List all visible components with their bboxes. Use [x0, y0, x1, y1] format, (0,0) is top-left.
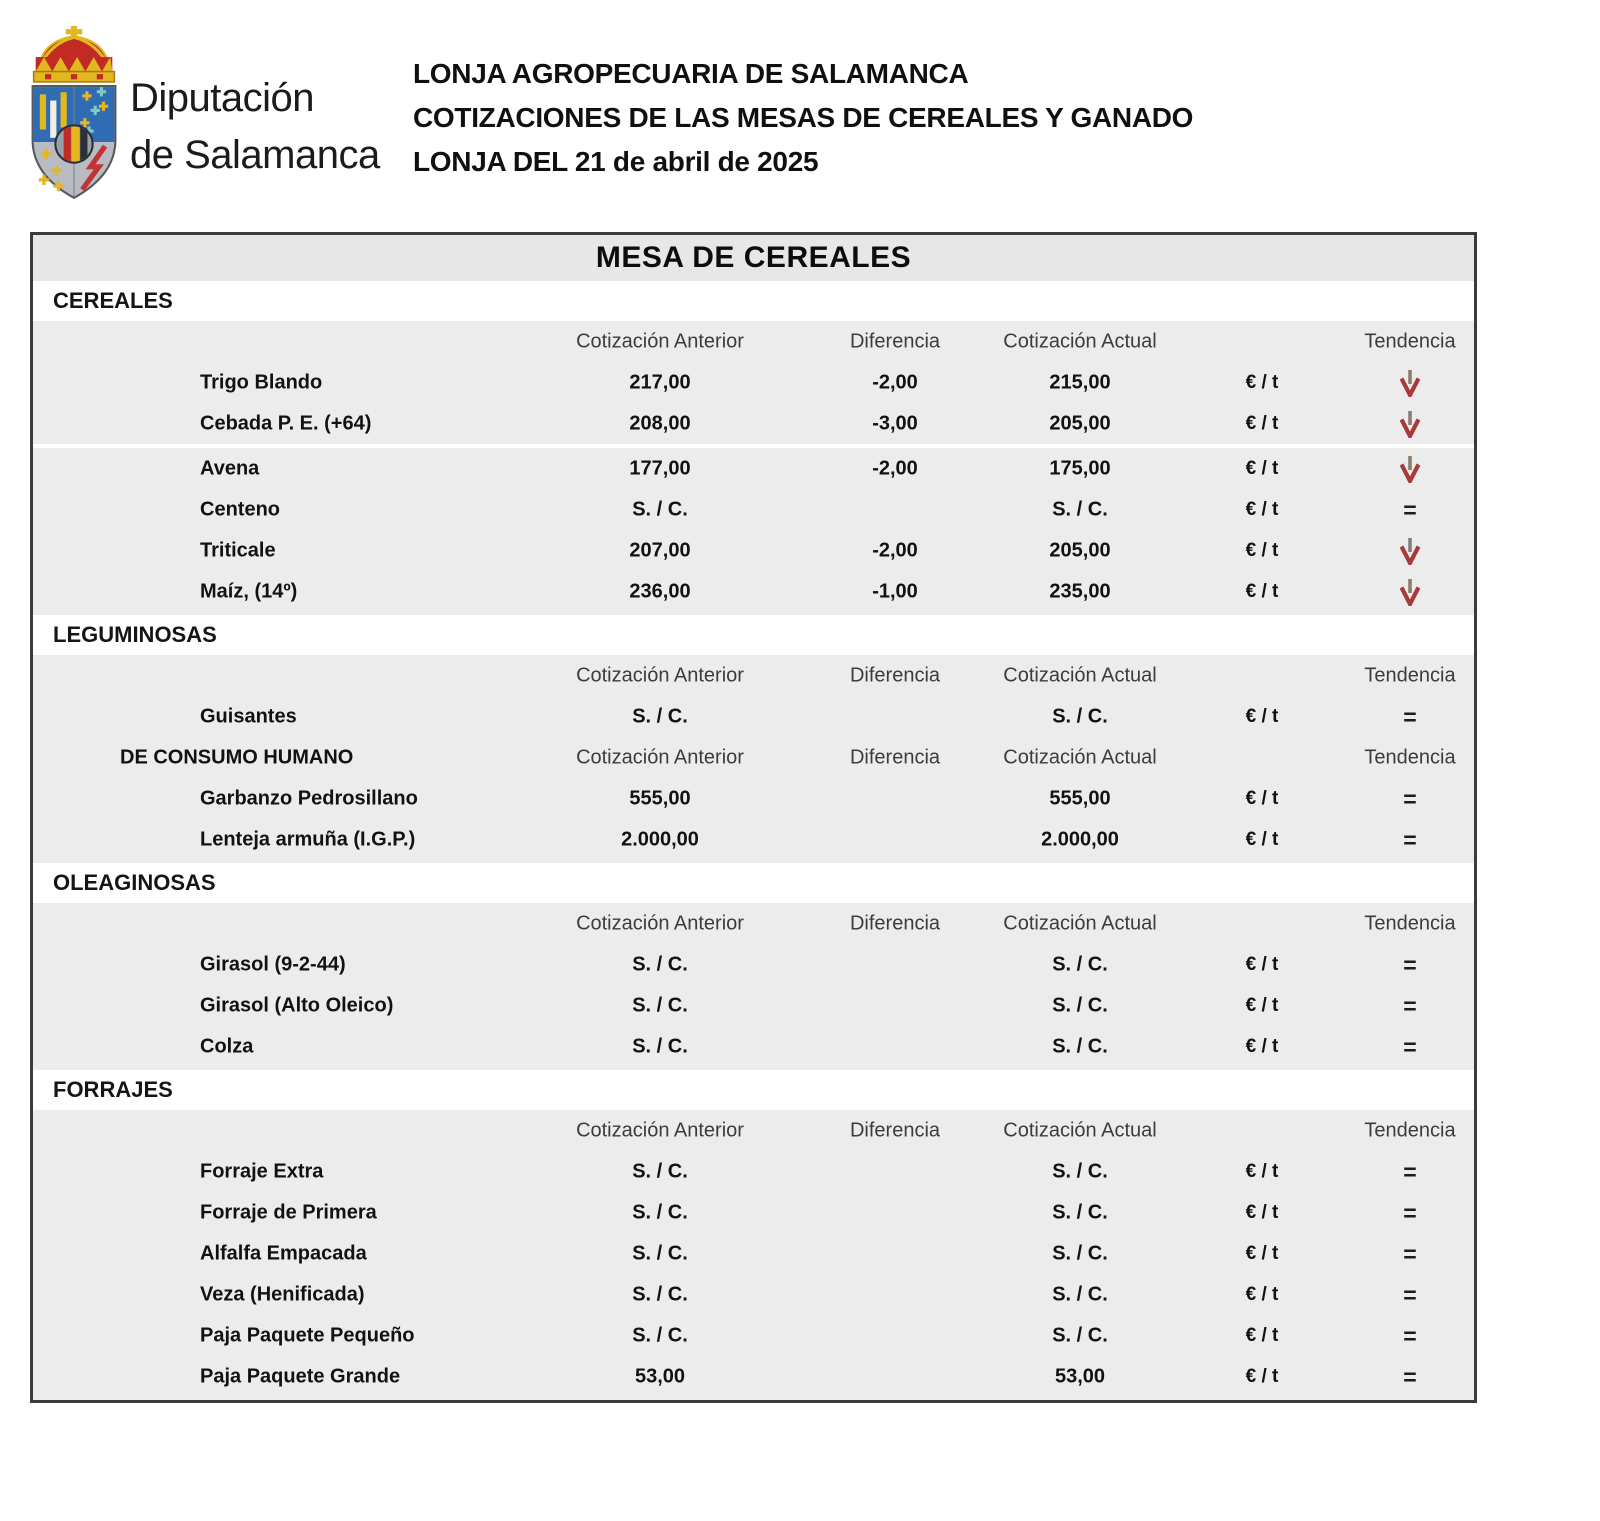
unit-label: € / t: [1245, 705, 1279, 727]
unit-label: € / t: [1245, 457, 1279, 479]
table-row: Paja Paquete Pequeño S. / C. S. / C. € / t =: [200, 1322, 1417, 1349]
table-row: Forraje Extra S. / C. S. / C. € / t =: [200, 1158, 1417, 1185]
row-label: Forraje Extra: [200, 1160, 324, 1182]
column-header-anterior: Cotización Anterior: [576, 912, 744, 934]
value-actual: S. / C.: [1052, 994, 1108, 1016]
table-row: Garbanzo Pedrosillano 555,00 555,00 € / t =: [200, 785, 1417, 812]
table-row: Paja Paquete Grande 53,00 53,00 € / t =: [200, 1363, 1417, 1390]
value-actual: 53,00: [1054, 1365, 1106, 1387]
org-name-line1: Diputación: [130, 76, 315, 120]
table-row: Girasol (Alto Oleico) S. / C. S. / C. € / t =: [200, 992, 1417, 1019]
table-row: Colza S. / C. S. / C. € / t =: [200, 1033, 1417, 1060]
value-diferencia: -2,00: [872, 371, 918, 393]
column-header-row: [33, 655, 1474, 696]
title-line-3: LONJA DEL 21 de abril de 2025: [413, 146, 819, 177]
block-padding: [33, 1397, 1474, 1400]
value-diferencia: -1,00: [872, 580, 918, 602]
value-anterior: 207,00: [629, 539, 691, 561]
unit-label: € / t: [1245, 1035, 1279, 1057]
table-row: Girasol (9-2-44) S. / C. S. / C. € / t =: [200, 951, 1417, 978]
row-label: Girasol (9-2-44): [200, 953, 346, 975]
column-header-actual: Cotización Actual: [1003, 746, 1157, 768]
table-row: [33, 403, 1474, 444]
column-header-row: [33, 903, 1474, 944]
row-label: Colza: [200, 1035, 254, 1057]
value-anterior: S. / C.: [632, 1324, 688, 1346]
unit-label: € / t: [1245, 994, 1279, 1016]
row-label: Garbanzo Pedrosillano: [200, 787, 418, 809]
table-row: Guisantes S. / C. S. / C. € / t =: [200, 703, 1417, 730]
column-header-row: [33, 1110, 1474, 1151]
column-header-actual: Cotización Actual: [1003, 1119, 1157, 1141]
value-diferencia: -2,00: [872, 457, 918, 479]
column-header-actual: Cotización Actual: [1003, 912, 1157, 934]
column-header-anterior: Cotización Anterior: [576, 1119, 744, 1141]
value-anterior: S. / C.: [632, 705, 688, 727]
unit-label: € / t: [1245, 1283, 1279, 1305]
row-label: Alfalfa Empacada: [200, 1242, 367, 1264]
section-block-forrajes: [33, 1110, 1474, 1400]
value-actual: S. / C.: [1052, 1035, 1108, 1057]
subsection-header-row: [33, 737, 1474, 778]
column-header-trend: Tendencia: [1364, 912, 1456, 934]
value-anterior: S. / C.: [632, 1035, 688, 1057]
column-header-anterior: Cotización Anterior: [576, 664, 744, 686]
value-actual: 175,00: [1049, 457, 1111, 479]
org-name-line2: de Salamanca: [130, 133, 380, 177]
value-anterior: S. / C.: [632, 1283, 688, 1305]
coat-of-arms-icon: [22, 26, 126, 202]
table-row: [33, 571, 1474, 612]
row-label: Guisantes: [200, 705, 297, 727]
column-header-diferencia: Diferencia: [849, 912, 941, 934]
section-block-oleaginosas: [33, 903, 1474, 1070]
value-actual: S. / C.: [1052, 1201, 1108, 1223]
row-label: Paja Paquete Pequeño: [200, 1324, 415, 1346]
value-actual: 555,00: [1049, 787, 1111, 809]
table-row: Lenteja armuña (I.G.P.) 2.000,00 2.000,00 € / t =: [200, 826, 1417, 853]
trend-down-icon: [1399, 410, 1421, 438]
value-anterior: 236,00: [629, 580, 691, 602]
row-label: Triticale: [200, 539, 276, 561]
value-actual: S. / C.: [1052, 1324, 1108, 1346]
section-block-leguminosas: [33, 655, 1474, 863]
column-header-actual: Cotización Actual: [1003, 664, 1157, 686]
value-anterior: S. / C.: [632, 1242, 688, 1264]
unit-label: € / t: [1245, 787, 1279, 809]
diputacion-logo: [22, 26, 402, 206]
row-label: Cebada P. E. (+64): [200, 412, 372, 434]
unit-label: € / t: [1245, 1365, 1279, 1387]
column-header-anterior: Cotización Anterior: [576, 330, 744, 352]
trend-down-icon: [1399, 537, 1421, 565]
column-header-diferencia: Diferencia: [849, 746, 941, 768]
value-actual: S. / C.: [1052, 1160, 1108, 1182]
trend-down-icon: [1399, 578, 1421, 606]
table-row: Veza (Henificada) S. / C. S. / C. € / t =: [200, 1281, 1417, 1308]
unit-label: € / t: [1245, 953, 1279, 975]
value-anterior: S. / C.: [632, 1201, 688, 1223]
title-line-1: LONJA AGROPECUARIA DE SALAMANCA: [413, 58, 969, 89]
column-header-diferencia: Diferencia: [849, 1119, 941, 1141]
value-anterior: 208,00: [629, 412, 691, 434]
row-label: Forraje de Primera: [200, 1201, 377, 1223]
org-name: [130, 70, 380, 184]
section-block-cereales: [33, 321, 1474, 615]
value-anterior: 555,00: [629, 787, 691, 809]
table-row: Centeno S. / C. S. / C. € / t =: [200, 496, 1417, 523]
document-title: [413, 52, 1193, 184]
unit-label: € / t: [1245, 412, 1279, 434]
table-sections: [33, 281, 1474, 1400]
column-header-trend: Tendencia: [1364, 1119, 1456, 1141]
mesa-de-cereales-table: [30, 232, 1477, 1403]
value-anterior: 177,00: [629, 457, 691, 479]
value-actual: S. / C.: [1052, 1242, 1108, 1264]
trend-down-icon: [1399, 369, 1421, 397]
column-header-row: [33, 321, 1474, 362]
unit-label: € / t: [1245, 1160, 1279, 1182]
unit-label: € / t: [1245, 1242, 1279, 1264]
row-label: Maíz, (14º): [200, 580, 298, 602]
trend-down-icon: [1399, 455, 1421, 483]
row-label: Paja Paquete Grande: [200, 1365, 401, 1387]
subsection-label: DE CONSUMO HUMANO: [120, 746, 354, 768]
column-header-diferencia: Diferencia: [849, 664, 941, 686]
column-header-actual: Cotización Actual: [1003, 330, 1157, 352]
section-header-cereales: CEREALES: [33, 281, 1474, 321]
value-anterior: S. / C.: [632, 953, 688, 975]
value-anterior: 53,00: [634, 1365, 686, 1387]
table-row: [33, 530, 1474, 571]
column-header-trend: Tendencia: [1364, 330, 1456, 352]
unit-label: € / t: [1245, 580, 1279, 602]
table-row: Forraje de Primera S. / C. S. / C. € / t =: [200, 1199, 1417, 1226]
section-header-oleaginosas: OLEAGINOSAS: [33, 863, 1474, 903]
value-actual: 205,00: [1049, 539, 1111, 561]
column-header-diferencia: Diferencia: [849, 330, 941, 352]
row-label: Lenteja armuña (I.G.P.): [200, 828, 416, 850]
row-label: Veza (Henificada): [200, 1283, 365, 1305]
table-row: [33, 448, 1474, 489]
unit-label: € / t: [1245, 539, 1279, 561]
section-header-leguminosas: LEGUMINOSAS: [33, 615, 1474, 655]
title-line-2: COTIZACIONES DE LAS MESAS DE CEREALES Y GANADO: [413, 102, 1194, 133]
value-actual: 205,00: [1049, 412, 1111, 434]
value-anterior: 2.000,00: [621, 828, 699, 850]
unit-label: € / t: [1245, 371, 1279, 393]
value-actual: 2.000,00: [1041, 828, 1119, 850]
row-label: Centeno: [200, 498, 280, 520]
table-row: [33, 362, 1474, 403]
unit-label: € / t: [1245, 498, 1279, 520]
column-header-trend: Tendencia: [1364, 664, 1456, 686]
value-anterior: S. / C.: [632, 498, 688, 520]
value-diferencia: -3,00: [872, 412, 918, 434]
value-anterior: 217,00: [629, 371, 691, 393]
unit-label: € / t: [1245, 828, 1279, 850]
value-actual: S. / C.: [1052, 1283, 1108, 1305]
unit-label: € / t: [1245, 1201, 1279, 1223]
table-row: Alfalfa Empacada S. / C. S. / C. € / t =: [200, 1240, 1417, 1267]
unit-label: € / t: [1245, 1324, 1279, 1346]
value-actual: S. / C.: [1052, 705, 1108, 727]
value-diferencia: -2,00: [872, 539, 918, 561]
column-header-trend: Tendencia: [1364, 746, 1456, 768]
section-header-forrajes: FORRAJES: [33, 1070, 1474, 1110]
value-anterior: S. / C.: [632, 994, 688, 1016]
column-header-anterior: Cotización Anterior: [576, 746, 744, 768]
value-actual: S. / C.: [1052, 953, 1108, 975]
row-label: Avena: [200, 457, 260, 479]
row-label: Girasol (Alto Oleico): [200, 994, 394, 1016]
value-anterior: S. / C.: [632, 1160, 688, 1182]
value-actual: S. / C.: [1052, 498, 1108, 520]
value-actual: 215,00: [1049, 371, 1111, 393]
value-actual: 235,00: [1049, 580, 1111, 602]
table-title: MESA DE CEREALES: [33, 235, 1474, 281]
row-label: Trigo Blando: [200, 371, 323, 393]
